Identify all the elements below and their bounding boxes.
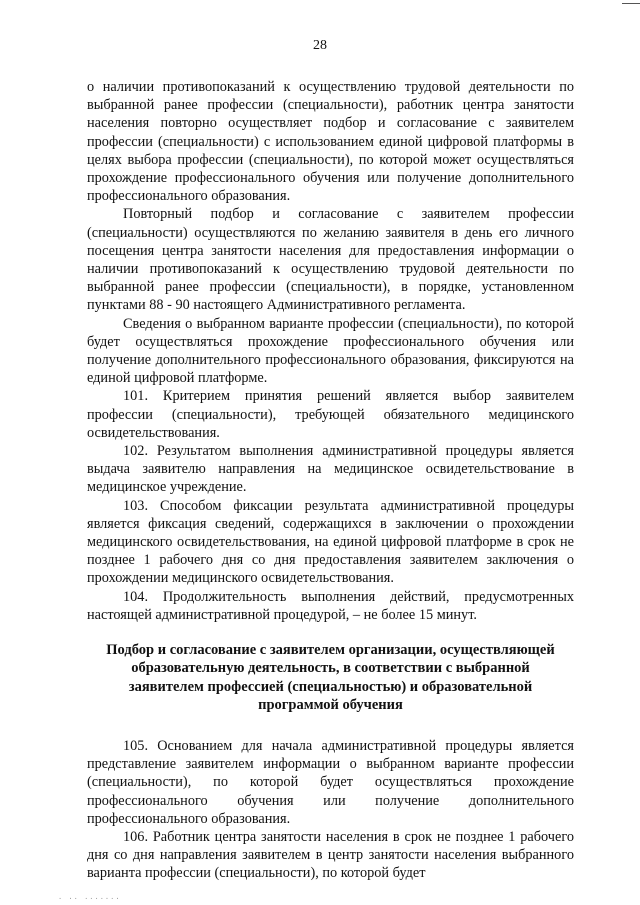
section-heading-line: образовательную деятельность, в соответствии с выбранной [131,660,530,677]
paragraph-101: 101. Критерием принятия решений является выбор заявителем профессии (специальности), требующей обязательного медицинского освидетельствования. [87,388,574,441]
scan-artifact: · ·· ······· [58,895,121,903]
paragraph-continuation: о наличии противопоказаний к осуществлению трудовой деятельности по выбранной ранее профессии (специальности), работник центра занятости населения повторно осуществляет подбор и согласование с заявителем профессии (специальности) с использованием единой цифровой платформы в целях выбора профессии (специальности), по которой может осуществляться прохождение профессионального обучения или получение дополнительного профессионального образования. [87,79,574,205]
paragraph-selected-variant-info: Сведения о выбранном варианте профессии (специальности), по которой будет осуществляться прохождение профессионального обучения или получение дополнительного профессионального образования, фиксируются на единой цифровой платформе. [87,315,574,387]
paragraph-105: 105. Основанием для начала административной процедуры является представление заявителем информации о выбранном варианте профессии (специальности), по которой будет осуществляться прохождение профессионального обучения или получение дополнительного профессионального образования. [87,737,574,827]
document-body [87,78,574,883]
paragraph-103: 103. Способом фиксации результата административной процедуры является фиксация сведений, содержащихся в заключении о прохождении медицинского освидетельствования, на единой цифровой платформе в срок не позднее 1 рабочего дня со дня предоставления заявителем заключения о прохождении медицинского освидетельствования. [87,497,574,587]
paragraph-106: 106. Работник центра занятости населения в срок не позднее 1 рабочего дня со дня направления заявителем в центр занятости населения выбранного варианта профессии (специальности), по которой будет [87,828,574,882]
paragraph-repeated-selection: Повторный подбор и согласование с заявителем профессии (специальности) осуществляются по желанию заявителя в день его личного посещения центра занятости населения для предоставления информации о наличии противопоказаний к осуществлению трудовой деятельности по выбранной ранее профессии (специальности), в порядке, установленном пунктами 88 - 90 настоящего Административного регламента. [87,206,574,314]
paragraph-104: 104. Продолжительность выполнения действий, предусмотренных настоящей административной процедурой, – не более 15 минут. [87,588,574,623]
section-heading [87,641,574,714]
paragraph-102: 102. Результатом выполнения административной процедуры является выдача заявителю направления на медицинское освидетельствование в медицинское учреждение. [87,443,574,496]
top-edge-rule [622,3,640,4]
section-heading-line: заявителем профессией (специальностью) и образовательной [128,678,533,695]
section-heading-line: программой обучения [258,696,403,713]
page-number: 28 [313,38,327,53]
section-heading-line: Подбор и согласование с заявителем организации, осуществляющей [106,642,555,659]
